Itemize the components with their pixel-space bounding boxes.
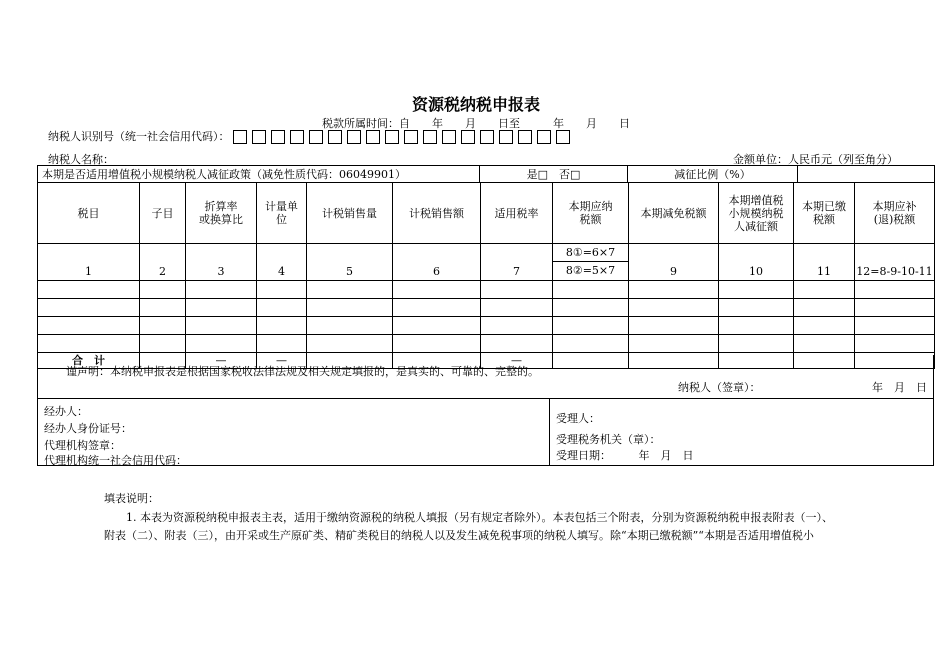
formula-8b: 8②=5×7 [565, 264, 616, 277]
col-number: 12=8-9-10-11 [855, 244, 935, 281]
handler-label: 经办人： [44, 405, 88, 418]
handler-id-label: 经办人身份证号： [44, 422, 132, 435]
col-number: 5 [307, 244, 393, 281]
taxpayer-id-label: 纳税人识别号（统一社会信用代码）： [48, 130, 230, 143]
receiver-box [549, 398, 934, 466]
header-row [38, 183, 935, 244]
col-header: 折算率 或换算比 [186, 183, 257, 244]
col-header: 税目 [38, 183, 140, 244]
tax-office-label: 受理税务机关（章）： [556, 433, 661, 446]
col-number: 3 [186, 244, 257, 281]
col-header: 计量单 位 [257, 183, 307, 244]
col-number: 4 [257, 244, 307, 281]
col-number: 11 [794, 244, 855, 281]
total-dash: — [481, 353, 553, 369]
reduction-ratio-input[interactable] [798, 166, 935, 183]
col-header: 计税销售量 [307, 183, 393, 244]
tax-period: 税款所属时间：自 年 月 日至 年 月 日 [322, 117, 630, 130]
table-row[interactable] [38, 335, 935, 353]
agency-sign-label: 代理机构签章： [44, 439, 121, 452]
col-number: 2 [140, 244, 186, 281]
taxpayer-id-row [48, 128, 575, 144]
total-label: 合 计 [38, 353, 140, 369]
total-dash: — [186, 353, 257, 369]
declaration-text: 谨声明：本纳税申报表是根据国家税收法律法规及相关规定填报的，是真实的、可靠的、完整的。 [66, 365, 539, 378]
col-header: 本期应补 (退)税额 [855, 183, 935, 244]
receiver-label: 受理人： [556, 412, 600, 425]
reduction-ratio-label: 减征比例（%） [628, 166, 798, 183]
notes-line-1: 1. 本表为资源税纳税申报表主表，适用于缴纳资源税的纳税人填报（另有规定者除外）。本表包括三个附表，分别为资源税纳税申报表附表（一）、 [126, 511, 833, 524]
col-number: 6 [393, 244, 481, 281]
col-header: 子目 [140, 183, 186, 244]
table-row[interactable] [38, 299, 935, 317]
main-table [37, 182, 935, 369]
col-number-8 [553, 244, 629, 281]
col-header: 本期应纳 税额 [553, 183, 629, 244]
table-row[interactable] [38, 317, 935, 335]
col-number: 10 [719, 244, 794, 281]
taxpayer-id-boxes[interactable] [233, 130, 575, 144]
col-header: 本期减免税额 [629, 183, 719, 244]
policy-table [37, 165, 935, 183]
table-row[interactable] [38, 281, 935, 299]
policy-yes-no[interactable]: 是□ 否□ [480, 166, 628, 183]
col-header: 适用税率 [481, 183, 553, 244]
col-number: 1 [38, 244, 140, 281]
taxpayer-name-label: 纳税人名称： [48, 153, 114, 166]
col-number: 9 [629, 244, 719, 281]
policy-label: 本期是否适用增值税小规模纳税人减征政策（减免性质代码：06049901） [38, 166, 480, 183]
taxpayer-sign-label: 纳税人（签章）： [678, 381, 761, 394]
notes-line-2: 附表（二）、附表（三），由开采或生产原矿类、精矿类税目的纳税人以及发生减免税事项的纳税人填写。除“本期已缴税额”“本期是否适用增值税小 [104, 529, 814, 542]
col-header: 本期已缴 税额 [794, 183, 855, 244]
column-number-row [38, 244, 935, 281]
formula-8a: 8①=6×7 [553, 245, 628, 262]
col-header: 计税销售额 [393, 183, 481, 244]
receive-date-label: 受理日期： 年 月 日 [556, 449, 694, 462]
col-header: 本期增值税 小规模纳税 人减征额 [719, 183, 794, 244]
agency-code-label: 代理机构统一社会信用代码： [44, 454, 187, 467]
declaration-box [37, 355, 934, 399]
col-number: 7 [481, 244, 553, 281]
form-title: 资源税纳税申报表 [412, 95, 541, 114]
declaration-date: 年 月 日 [872, 381, 927, 394]
total-dash: — [257, 353, 307, 369]
notes-heading: 填表说明： [104, 492, 159, 505]
currency-note: 金额单位：人民币元（列至角分） [733, 153, 898, 166]
agent-box [37, 398, 550, 466]
